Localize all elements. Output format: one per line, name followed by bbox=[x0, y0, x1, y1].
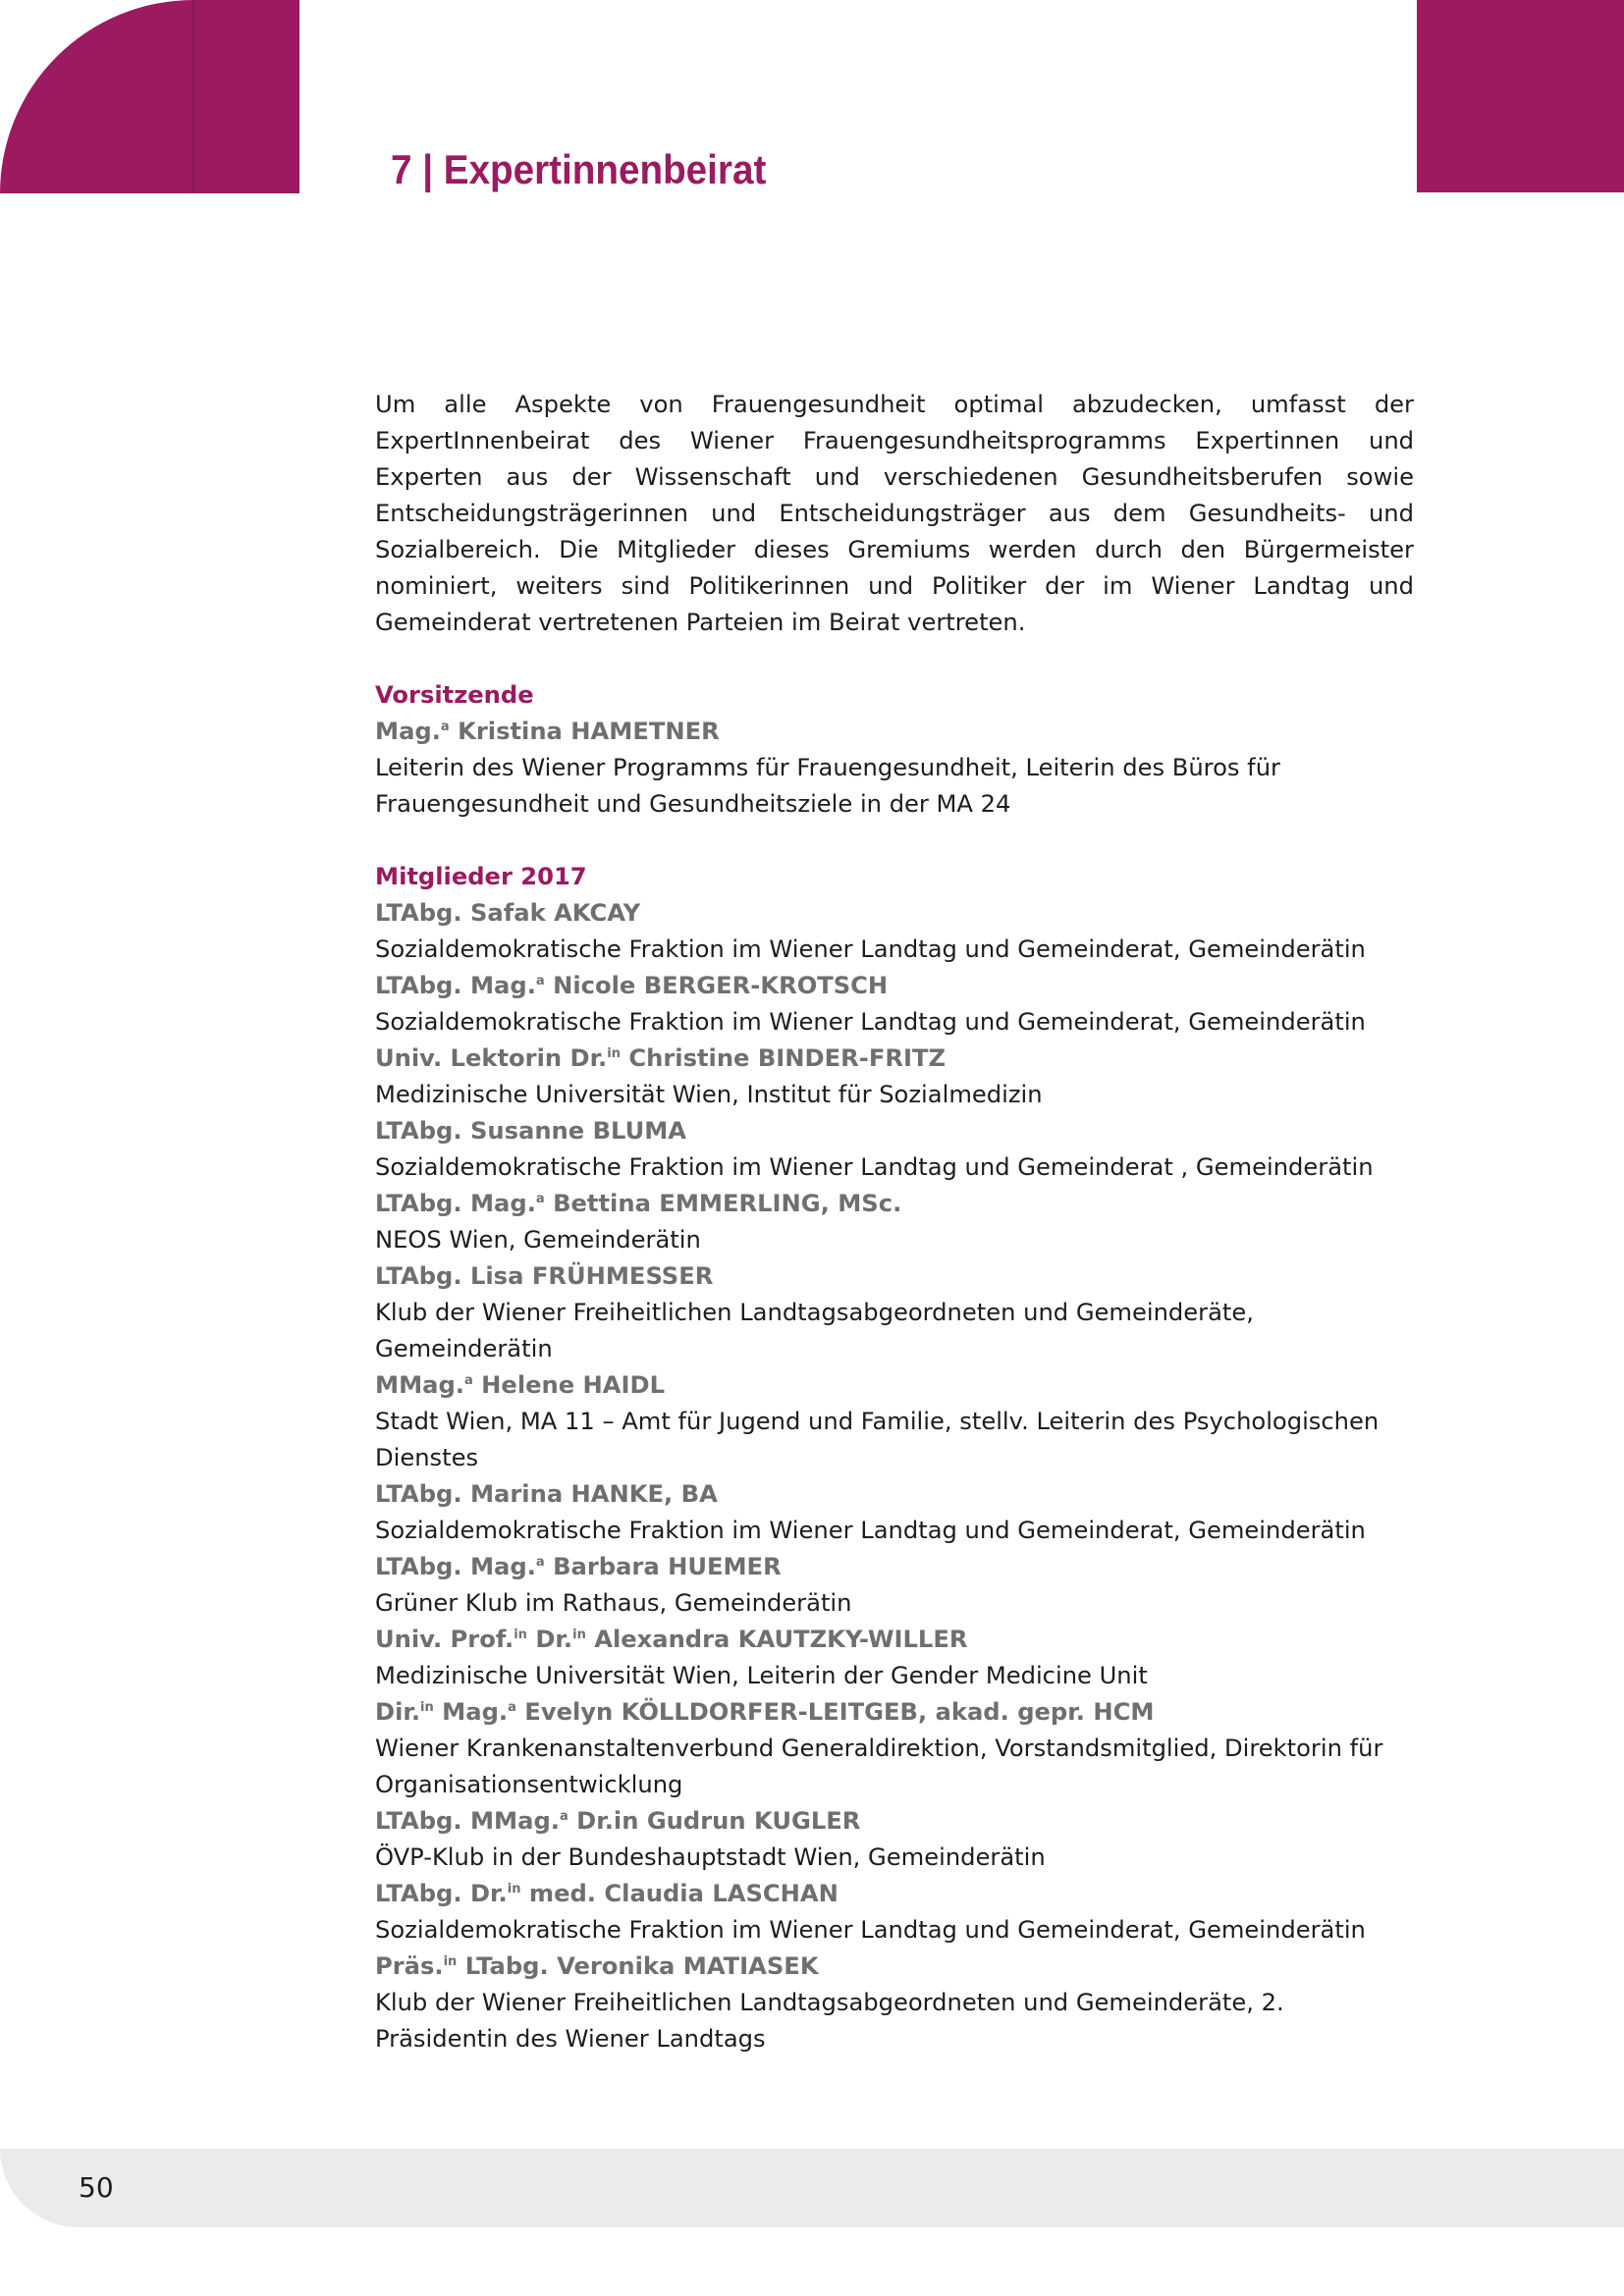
superscript: in bbox=[507, 1882, 521, 1896]
footer-bar bbox=[0, 2149, 1624, 2227]
member-role: Sozialdemokratische Fraktion im Wiener Landtag und Gemeinderat , Gemeinderätin bbox=[375, 1153, 1374, 1181]
member-role: Klub der Wiener Freiheitlichen Landtagsabgeordneten und Gemeinderäte, 2. Präsidentin des Wiener Landtags bbox=[375, 1989, 1284, 2053]
member-role: Wiener Krankenanstaltenverbund Generaldirektion, Vorstandsmitglied, Direktorin für Organisationsentwicklung bbox=[375, 1735, 1383, 1798]
chapter-title bbox=[391, 140, 766, 199]
member-name: LTAbg. Mag.$^a$ Bettina EMMERLING, MSc. bbox=[375, 1190, 902, 1217]
members-heading: Mitglieder 2017 bbox=[375, 863, 587, 890]
member-name: LTAbg. Susanne BLUMA bbox=[375, 1117, 687, 1145]
member-name: LTAbg. Mag.$^a$ Barbara HUEMER bbox=[375, 1553, 782, 1580]
member-name: LTAbg. Safak AKCAY bbox=[375, 899, 641, 927]
chair-heading: Vorsitzende bbox=[375, 681, 534, 709]
chair-name: Mag.$^a$ Kristina HAMETNER bbox=[375, 718, 720, 745]
member-name: Dir.$^{in}$ Mag.$^a$ Evelyn KÖLLDORFER-LEITGEB, akad. gepr. HCM bbox=[375, 1698, 1155, 1726]
member-role: Stadt Wien, MA 11 – Amt für Jugend und Familie, stellv. Leiterin des Psychologischen Dienstes bbox=[375, 1408, 1380, 1471]
member-role: Klub der Wiener Freiheitlichen Landtagsabgeordneten und Gemeinderäte, Gemeinderätin bbox=[375, 1299, 1254, 1362]
superscript: a bbox=[535, 1192, 545, 1206]
member-role: NEOS Wien, Gemeinderätin bbox=[375, 1226, 701, 1254]
member-name: LTAbg. Lisa FRÜHMESSER bbox=[375, 1262, 714, 1290]
member-name: Univ. Prof.$^{in}$ Dr.$^{in}$ Alexandra KAUTZKY-WILLER bbox=[375, 1626, 968, 1653]
member-name: LTAbg. Marina HANKE, BA bbox=[375, 1480, 718, 1508]
member-list bbox=[375, 895, 1414, 2057]
member-name: LTAbg. MMag.$^a$ Dr.in Gudrun KUGLER bbox=[375, 1807, 861, 1835]
member-name: LTAbg. Dr.$^{in}$ med. Claudia LASCHAN bbox=[375, 1880, 839, 1907]
superscript: a bbox=[508, 1700, 516, 1715]
corner-decoration-left bbox=[0, 0, 299, 193]
member-role: Sozialdemokratische Fraktion im Wiener Landtag und Gemeinderat, Gemeinderätin bbox=[375, 935, 1366, 963]
member-name: Univ. Lektorin Dr.$^{in}$ Christine BINDER-FRITZ bbox=[375, 1044, 946, 1072]
member-role: Sozialdemokratische Fraktion im Wiener Landtag und Gemeinderat, Gemeinderätin bbox=[375, 1916, 1366, 1944]
superscript: a bbox=[463, 1373, 473, 1388]
intro-paragraph: Um alle Aspekte von Frauengesundheit optimal abzudecken, umfasst der ExpertInnenbeirat des Wiener Frauengesundheitsprogramms Expertinnen und Experten aus der Wissenschaft und verschiedenen Gesundheitsberufen sowie Entscheidungsträgerinnen und Entscheidungsträger aus dem Gesundheits- und Sozialbereich. Die Mitglieder dieses Gremiums werden durch den Bürgermeister nominiert, weiters sind Politikerinnen und Politiker der im Wiener Landtag und Gemeinderat vertretenen Parteien im Beirat vertreten. bbox=[375, 391, 1414, 636]
superscript: a bbox=[535, 1555, 545, 1570]
member-role: Medizinische Universität Wien, Leiterin der Gender Medicine Unit bbox=[375, 1662, 1148, 1689]
member-role: Sozialdemokratische Fraktion im Wiener Landtag und Gemeinderat, Gemeinderätin bbox=[375, 1517, 1366, 1544]
member-name: LTAbg. Mag.$^a$ Nicole BERGER-KROTSCH bbox=[375, 972, 889, 999]
chapter-separator: | bbox=[422, 146, 434, 192]
corner-decoration-right bbox=[1417, 0, 1624, 192]
superscript: in bbox=[572, 1628, 586, 1642]
member-role: Grüner Klub im Rathaus, Gemeinderätin bbox=[375, 1589, 852, 1617]
member-name: Präs.$^{in}$ LTabg. Veronika MATIASEK bbox=[375, 1952, 819, 1980]
chapter-name: Expertinnenbeirat bbox=[443, 146, 767, 192]
chair-section bbox=[375, 677, 1414, 823]
superscript: in bbox=[607, 1046, 621, 1061]
main-content bbox=[375, 387, 1414, 2057]
superscript: in bbox=[514, 1628, 527, 1642]
superscript: a bbox=[559, 1809, 568, 1824]
member-role: Medizinische Universität Wien, Institut für Sozialmedizin bbox=[375, 1081, 1043, 1108]
member-name: MMag.$^a$ Helene HAIDL bbox=[375, 1371, 666, 1399]
member-role: ÖVP-Klub in der Bundeshauptstadt Wien, Gemeinderätin bbox=[375, 1843, 1046, 1871]
chair-role: Leiterin des Wiener Programms für Frauengesundheit, Leiterin des Büros für Frauengesundheit und Gesundheitsziele in der MA 24 bbox=[375, 754, 1280, 818]
page-number: 50 bbox=[79, 2171, 114, 2204]
superscript: a bbox=[535, 974, 545, 988]
member-role: Sozialdemokratische Fraktion im Wiener Landtag und Gemeinderat, Gemeinderätin bbox=[375, 1008, 1366, 1036]
members-section bbox=[375, 859, 1414, 2057]
superscript: in bbox=[443, 1954, 458, 1969]
superscript: in bbox=[420, 1700, 434, 1715]
chapter-number: 7 bbox=[391, 146, 412, 192]
superscript: a bbox=[440, 720, 450, 734]
